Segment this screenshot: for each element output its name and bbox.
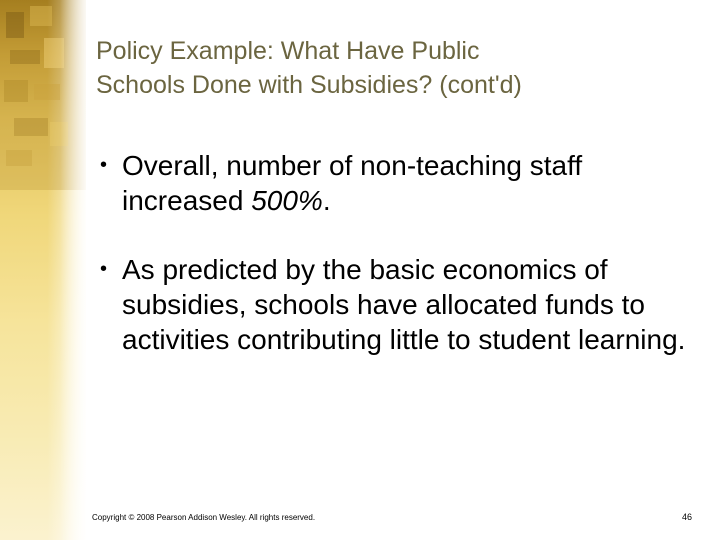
bullet-marker: • [100,258,108,280]
bullet-item-subsidies [96,252,696,357]
slide-title-line-1: Policy Example: What Have Public [96,37,480,65]
bullet-marker: • [100,154,108,176]
slide-title [96,34,696,102]
side-strip-fade [60,0,90,540]
bullet-item-staff-increase [96,148,696,218]
copyright-footer: Copyright © 2008 Pearson Addison Wesley. All rights reserved. [92,513,316,522]
decorative-side-strip [0,0,86,540]
slide-title-line-2: Schools Done with Subsidies? (cont'd) [96,71,522,99]
bullet-list [96,148,696,391]
bullet-text-end: . [322,185,331,216]
page-number: 46 [681,512,692,522]
bullet-text-part: Overall, number of non-teaching staff increased [122,150,583,216]
bullet-text: As predicted by the basic economics of subsidies, schools have allocated funds to activities contributing little to student learning. [122,254,686,355]
bullet-emphasis: 500% [251,185,323,216]
